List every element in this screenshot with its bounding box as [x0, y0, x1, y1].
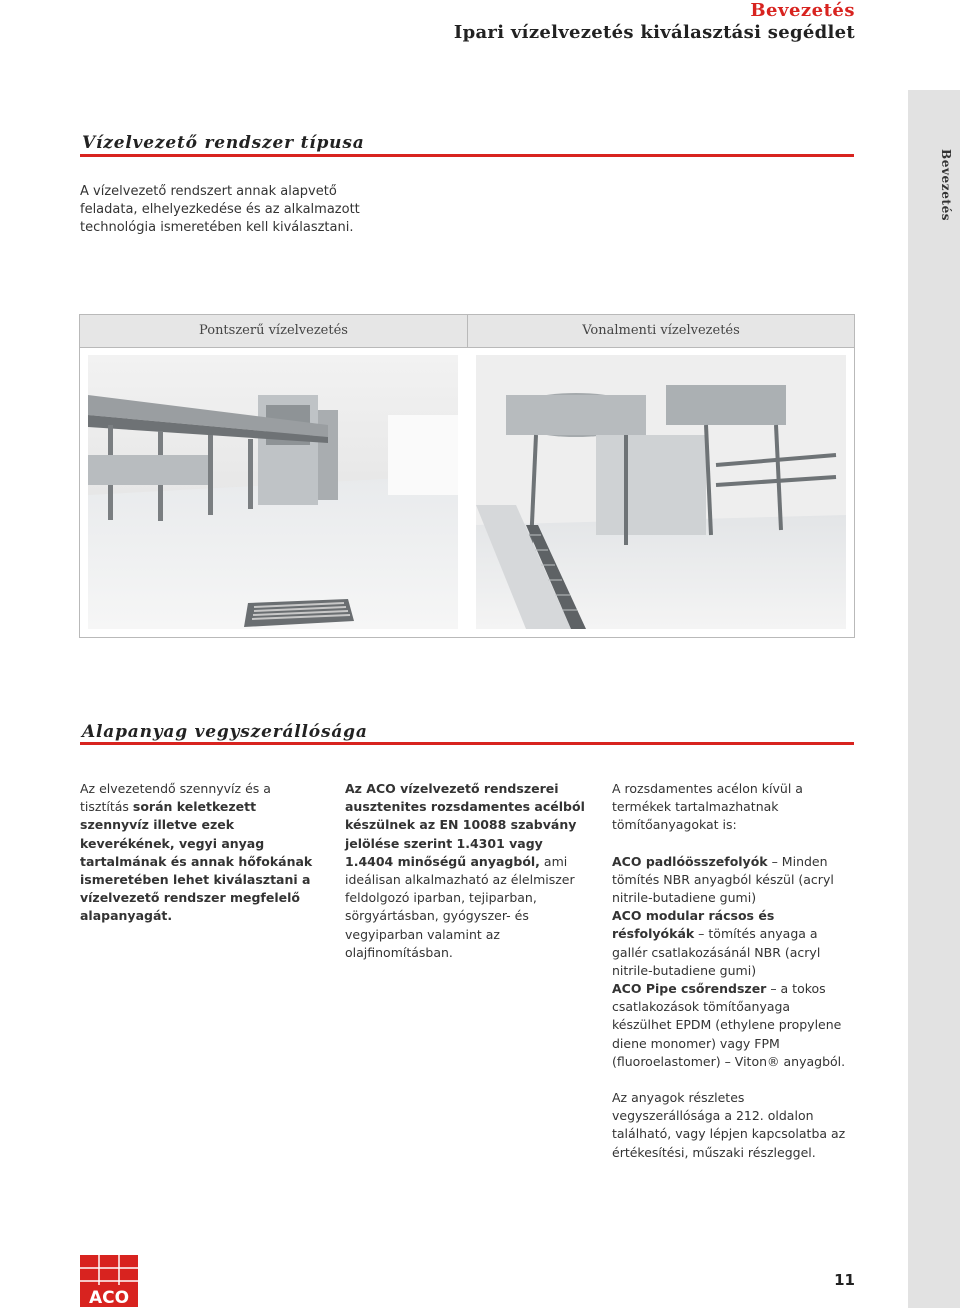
drainage-image-table [79, 314, 855, 638]
col3-item3-title: ACO Pipe csőrendszer [612, 981, 767, 997]
intro-paragraph: A vízelvezető rendszert annak alapvető feladata, elhelyezkedése és az alkalmazott technológia ismeretében kell kiválasztani. [80, 184, 360, 235]
col3-item2-title: ACO modular rácsos és résfolyókák [612, 908, 775, 942]
section-title-chemical-resistance: Alapanyag vegyszerállósága [82, 722, 368, 742]
side-tab [908, 90, 960, 1308]
text-column-1 [80, 780, 320, 926]
linear-drain-photo [476, 355, 846, 629]
col1-bold-text: során keletkezett szennyvíz illetve ezek keverékének, vegyi anyag tartalmának és annak hőfokának ismeretében lehet kiválasztani a vízelvezető rendszer megfelelő alapanyagát. [80, 799, 313, 924]
col3-item2-text: – tömítés anyaga a gallér csatlakozásánál NBR (acryl nitrile-butadiene gumi) [612, 926, 821, 978]
header-title: Ipari vízelvezetés kiválasztási segédlet [453, 22, 855, 43]
col3-outro: Az anyagok részletes vegyszerállósága a 212. oldalon található, vagy lépjen kapcsolatba az értékesítési, műszaki részleggel. [612, 1090, 846, 1160]
col2-regular-text: ami ideálisan alkalmazható az élelmiszer feldolgozó iparban, tejiparban, sörgyártásban, gyógyszer- és vegyiparban valamint az olajfinomításban. [345, 853, 575, 960]
col3-item3-text: – a tokos csatlakozások tömítőanyaga készülhet EPDM (ethylene propylene diene monomer) vagy FPM (fluoroelastomer) – Viton® anyagból. [612, 981, 846, 1069]
text-column-3 [612, 780, 852, 1162]
side-tab-label: Bevezetés [939, 148, 953, 222]
text-column-2 [345, 780, 585, 962]
aco-logo-text: ACO [88, 1288, 130, 1307]
col3-item1-title: ACO padlóösszefolyók [612, 853, 768, 869]
section-title-system-type: Vízelvezető rendszer típusa [82, 133, 365, 153]
col1-regular-text: Az elvezetendő szennyvíz és a tisztítás [80, 781, 271, 815]
col3-item1-text: – Minden tömítés NBR anyagból készül (acryl nitrile-butadiene gumi) [612, 853, 834, 906]
col3-intro: A rozsdamentes acélon kívül a termékek tartalmazhatnak tömítőanyagokat is: [612, 781, 803, 833]
header-section-label: Bevezetés [750, 0, 855, 21]
section-rule [80, 742, 854, 745]
aco-logo [80, 1255, 138, 1307]
heading-point-drainage: Pontszerű vízelvezetés [80, 315, 468, 348]
col2-bold-text: Az ACO vízelvezető rendszerei ausztenites rozsdamentes acélból készülnek az EN 10088 szabvány jelölése szerint 1.4301 vagy 1.4404 minőségű anyagból, [345, 781, 585, 869]
heading-linear-drainage: Vonalmenti vízelvezetés [468, 315, 854, 348]
page-number: 11 [834, 1271, 855, 1289]
point-drain-photo [88, 355, 458, 629]
section-rule [80, 154, 854, 157]
